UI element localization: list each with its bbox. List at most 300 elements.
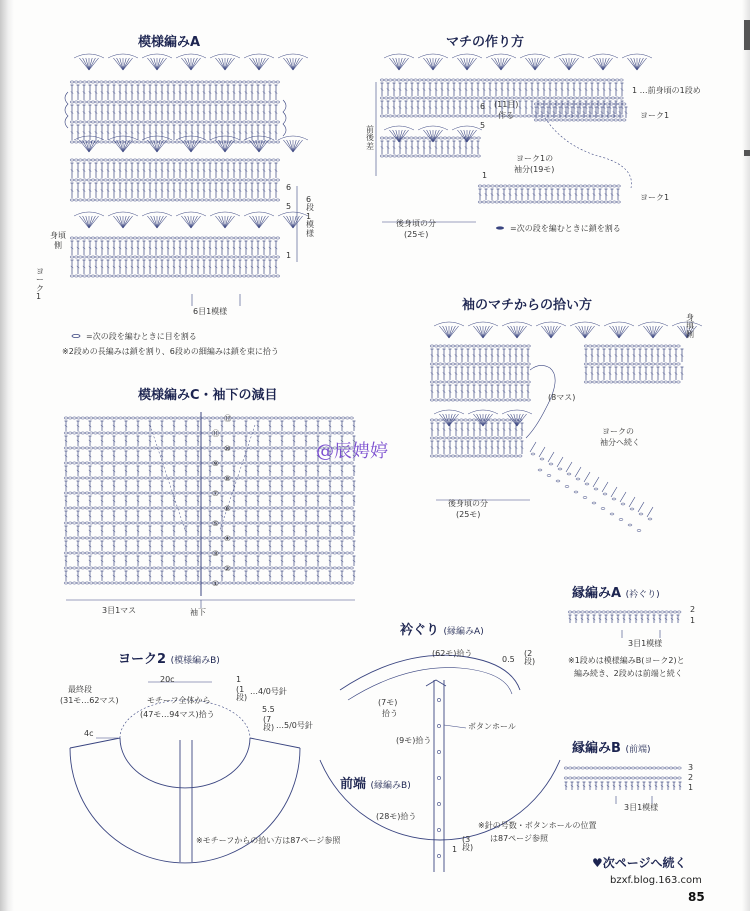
chain-row [451,437,455,439]
chain-row [270,537,274,539]
chain-row [98,507,102,509]
chain-row [299,492,303,494]
yoke-continue-label-2: 袖分へ続く [600,438,640,447]
chain-row [173,582,177,584]
chain-row [146,237,150,239]
chain-row [287,477,291,479]
chain-row [199,432,203,434]
chain-row [472,381,476,383]
chain-row [259,121,263,123]
chain-row [533,201,537,203]
chain-row [523,381,527,383]
chain-row [456,155,460,157]
chain-row [199,582,203,584]
chain-row [186,567,190,569]
chain-row [192,256,196,258]
chain-row [350,462,354,464]
chain-row [85,492,89,494]
chain-row [677,345,681,347]
chain-row [283,432,287,434]
chain-row [98,447,102,449]
chain-row [592,185,596,187]
chain-row [194,567,198,569]
chain-row [630,381,634,383]
chain-row [148,522,152,524]
chain-row [299,537,303,539]
chain-row [268,101,272,103]
border-a-row [677,611,681,613]
chain-row [194,432,198,434]
chain-row [268,237,272,239]
chain-row [278,522,282,524]
chain-row [278,447,282,449]
chain-stitch [576,478,580,480]
chain-row [190,537,194,539]
chain-row [573,115,577,117]
chain-row [414,155,418,157]
chain-row [468,97,472,99]
chain-row [337,567,341,569]
gusset-fan [452,126,482,130]
chain-row [217,275,221,277]
chain-row [270,447,274,449]
chain-row [464,155,468,157]
chain-row [536,79,540,81]
chain-row [493,363,497,365]
chain-row [171,237,175,239]
border-b-row [636,767,640,769]
chain-row [270,507,274,509]
chain-row [81,507,85,509]
chain-row [618,363,622,365]
chain-row [544,115,548,117]
chain-row [278,537,282,539]
chain-row [64,462,68,464]
chain-row [100,199,104,201]
chain-row [247,141,251,143]
chain-row [238,237,242,239]
chain-row [617,185,621,187]
pattern-a-fan [74,212,104,216]
chain-row [140,537,144,539]
chain-row [589,119,593,121]
chain-row [236,462,240,464]
chain-row [85,582,89,584]
chain-stitch [628,524,632,526]
pattern-a-note: ※2段めの長編みは鎖を割り、6段めの細編みは鎖を束に拾う [62,347,279,356]
chain-row [158,256,162,258]
chain-row [200,121,204,123]
chain-row [205,237,209,239]
chain-row [508,201,512,203]
chain-row [238,121,242,123]
chain-row [182,522,186,524]
pattern-a-fan [253,140,259,152]
chain-row [186,582,190,584]
chain-row [263,256,267,258]
chain-row [83,237,87,239]
chain-row [456,79,460,81]
chain-row [548,115,552,117]
chain-row [119,477,123,479]
chain-row [439,79,443,81]
chain-row [325,507,329,509]
gusset-fan [384,54,414,58]
chain-row [312,552,316,554]
front-edge-title: 前端 (縁編みB) [340,777,411,792]
chain-row [276,81,280,83]
chain-row [608,185,612,187]
chain-row [205,159,209,161]
yoke2-r55: 5.5 [262,705,275,714]
chain-row [529,201,533,203]
chain-row [514,437,518,439]
chain-row [110,582,114,584]
chain-row [152,537,156,539]
border-b-row [648,777,652,779]
chain-row [89,552,93,554]
eleven-label-2: 作る [498,111,514,120]
chain-row [295,582,299,584]
yoke2-note: ※モチーフからの拾い方は87ページ参照 [196,836,341,845]
chain-row [163,159,167,161]
chain-row [70,179,74,181]
chain-row [626,381,630,383]
chain-row [439,363,443,365]
pattern-a-fan [142,54,172,58]
chain-row [186,552,190,554]
chain-row [510,363,514,365]
chain-row [266,447,270,449]
chain-row [503,201,507,203]
chain-row [211,567,215,569]
chain-row [226,121,230,123]
chain-row [291,462,295,464]
chain-row [64,567,68,569]
chain-row [123,417,127,419]
chain-row [337,432,341,434]
chain-row [133,101,137,103]
chain-row [68,567,72,569]
chain-row [169,462,173,464]
row-mark: ⑤ [212,519,219,528]
chain-row [599,97,603,99]
chain-row [249,567,253,569]
chain-row [158,179,162,181]
chain-row [211,507,215,509]
pattern-a-fan [89,140,95,152]
chain-row [140,447,144,449]
chain-row [527,363,531,365]
chain-row [439,97,443,99]
chain-row [481,381,485,383]
chain-row [418,79,422,81]
chain-row [154,101,158,103]
chain-row [614,119,618,121]
chain-row [70,81,74,83]
chain-row [325,492,329,494]
chain-row [173,507,177,509]
chain-row [510,455,514,457]
chain-row [249,462,253,464]
chain-row [346,567,350,569]
chain-row [346,462,350,464]
chain-row [64,582,68,584]
chain-row [497,419,501,421]
chain-stitch [639,513,643,515]
chain-row [635,345,639,347]
chain-row [506,455,510,457]
chain-row [236,507,240,509]
chain-row [635,381,639,383]
pattern-a-fan [210,212,240,216]
chain-row [108,121,112,123]
pattern-a-fan [123,140,129,152]
border-b-row [564,777,568,779]
chain-row [514,399,518,401]
chain-row [79,159,83,161]
chain-row [110,417,114,419]
chain-row [603,97,607,99]
chain-row [116,199,120,201]
chain-row [73,447,77,449]
chain-row [94,492,98,494]
chain-row [115,477,119,479]
chain-row [274,462,278,464]
chain-stitch [592,502,596,504]
chain-row [566,201,570,203]
chain-row [94,432,98,434]
chain-row [100,237,104,239]
chain-row [81,477,85,479]
chain-row [169,537,173,539]
chain-row [401,79,405,81]
chain-row [405,155,409,157]
chain-row [142,237,146,239]
border-b-row [589,767,593,769]
chain-row [245,432,249,434]
chain-row [207,507,211,509]
chain-row [255,159,259,161]
chain-row [157,552,161,554]
chain-row [455,455,459,457]
chain-row [77,462,81,464]
chain-row [123,567,127,569]
pattern-a-fan [117,140,123,152]
border-a-row [627,611,631,613]
chain-row [108,179,112,181]
chain-row [224,432,228,434]
chain-row [551,103,555,105]
chain-row [270,522,274,524]
chain-row [622,103,626,105]
chain-row [253,462,257,464]
chain-row [557,79,561,81]
chain-row [389,115,393,117]
chain-row [325,582,329,584]
chain-row [278,492,282,494]
chain-row [414,137,418,139]
chain-row [238,256,242,258]
chain-row [274,552,278,554]
chain-row [430,381,434,383]
chain-row [647,381,651,383]
chain-row [221,256,225,258]
chain-row [152,462,156,464]
chain-row [611,79,615,81]
gusset-note: ヨーク1の [516,154,554,163]
chain-row [468,115,472,117]
border-a-note-2: 編み続き、2段めは前端と続く [574,669,683,678]
chain-row [405,137,409,139]
border-a-row [568,611,572,613]
chain-row [125,199,129,201]
chain-row [224,462,228,464]
chain-row [150,199,154,201]
chain-row [452,79,456,81]
chain-row [329,582,333,584]
final-row-label: 最終段 [68,685,92,694]
chain-row [527,345,531,347]
sleeve-fan [502,322,532,326]
chain-row [255,256,259,258]
yoke2-needle-2: …5/0号針 [276,721,313,730]
gusset-path [545,118,631,188]
watermark: @辰娉婷 [316,441,388,462]
chain-stitch [540,458,544,460]
chain-row [179,275,183,277]
gusset-fan [399,130,405,142]
chain-row [154,179,158,181]
chain-row [241,507,245,509]
chain-row [270,417,274,419]
gusset-fan [433,130,439,142]
chain-row [278,462,282,464]
sleeve-diagonal [584,472,590,482]
chain-row [614,381,618,383]
chain-row [144,417,148,419]
chain-row [312,432,316,434]
chain-row [70,275,74,277]
chain-row [333,522,337,524]
chain-row [620,79,624,81]
chain-row [217,256,221,258]
chain-stitch [538,469,542,471]
chain-row [499,201,503,203]
chain-row [98,462,102,464]
chain-row [485,97,489,99]
chain-row [112,256,116,258]
border-b-row [585,767,589,769]
chain-row [455,345,459,347]
gusset-fan [563,58,569,70]
gusset-fan [399,58,405,70]
chain-row [325,432,329,434]
chain-row [64,552,68,554]
chain-row [597,363,601,365]
chain-row [242,141,246,143]
chain-row [115,522,119,524]
chain-row [167,275,171,277]
chain-row [502,363,506,365]
chain-row [510,97,514,99]
chain-row [217,81,221,83]
chain-row [545,185,549,187]
chain-row [251,199,255,201]
chain-row [104,159,108,161]
chain-row [131,447,135,449]
continue-next-page[interactable]: ♥次ページへ続く [592,856,687,870]
chain-row [188,199,192,201]
chain-row [161,507,165,509]
chain-row [320,507,324,509]
row-num: 6 [286,183,292,192]
chain-row [215,537,219,539]
border-a-row [665,611,669,613]
yoke2-r1: 1 [236,675,242,684]
chain-row [175,179,179,181]
border-b-row [661,767,665,769]
chain-row [142,101,146,103]
gusset-fan [433,58,439,70]
chain-row [234,141,238,143]
chain-row [77,492,81,494]
chain-row [489,345,493,347]
yoke2-edge [70,738,120,748]
chain-row [268,81,272,83]
chain-row [434,419,438,421]
chain-row [287,567,291,569]
chain-row [607,97,611,99]
chain-row [531,97,535,99]
pattern-a-fan [142,212,172,216]
chain-row [74,159,78,161]
pattern-c-repeat: 3目1マス [102,606,137,615]
chain-row [337,552,341,554]
chain-stitch [610,513,614,515]
chain-row [81,582,85,584]
motif-label: モチーフ全体から [147,696,211,705]
chain-row [476,363,480,365]
chain-row [397,79,401,81]
gusset-fan [631,58,637,70]
chain-stitch [556,480,560,482]
chain-row [270,567,274,569]
chain-row [194,522,198,524]
border-b-row [657,767,661,769]
chain-row [234,159,238,161]
chain-row [146,81,150,83]
chain-row [137,159,141,161]
sleeve-diagonal [647,507,653,517]
chain-row [226,101,230,103]
chain-row [87,179,91,181]
chain-row [213,121,217,123]
border-b-row [665,767,669,769]
chain-row [184,159,188,161]
chain-row [468,381,472,383]
pattern-a-fan [259,216,265,228]
chain-row [186,522,190,524]
chain-row [158,237,162,239]
page-number: 85 [688,890,705,904]
chain-row [276,141,280,143]
chain-row [337,417,341,419]
chain-row [150,179,154,181]
chain-row [136,567,140,569]
chain-row [605,363,609,365]
chain-row [253,492,257,494]
